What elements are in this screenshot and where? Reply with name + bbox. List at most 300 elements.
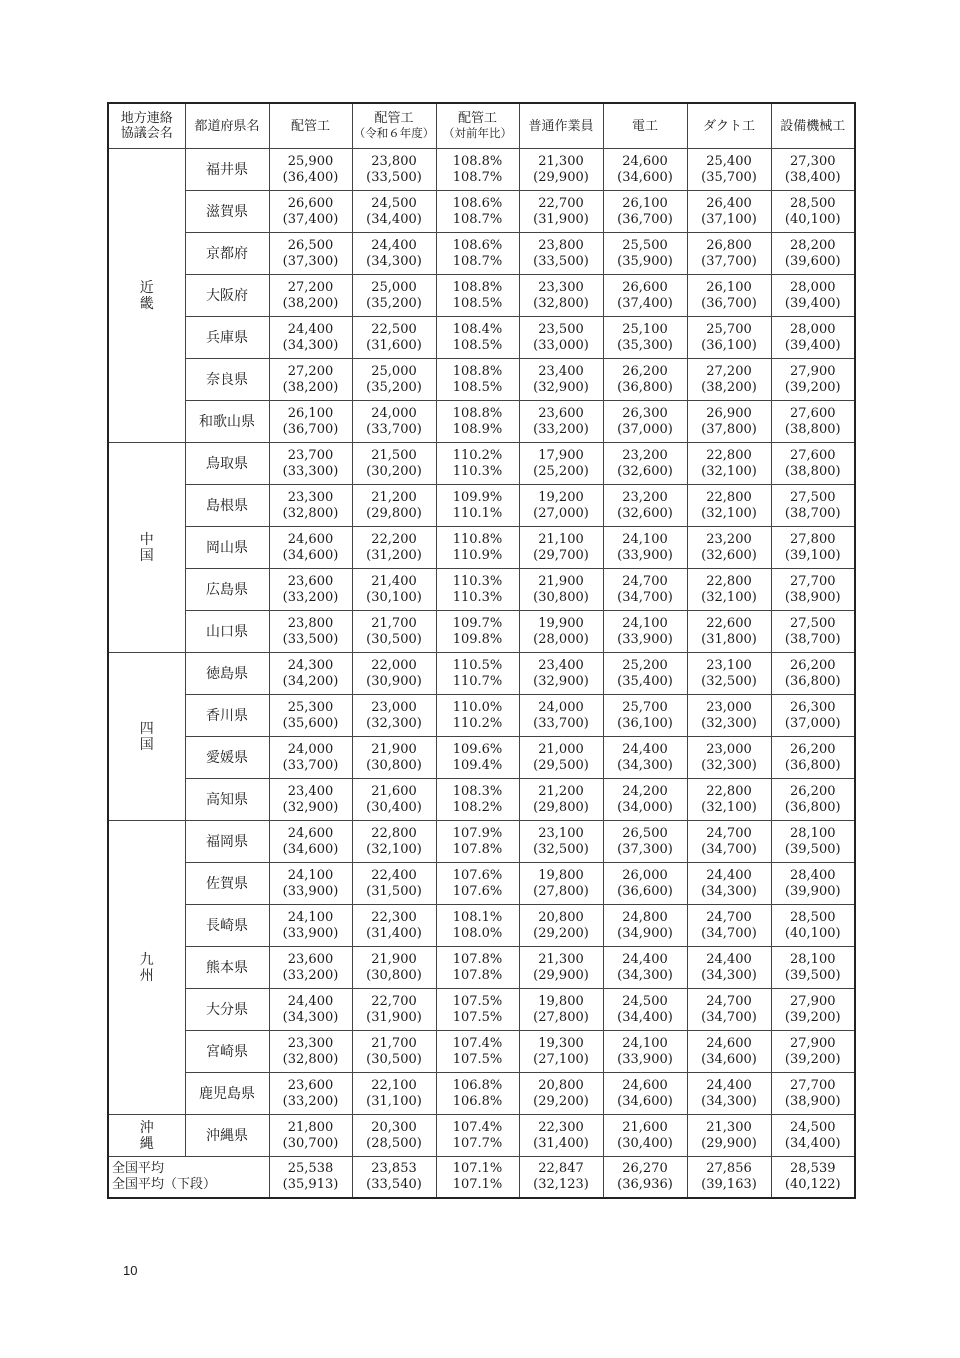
value-lower: 107.5% — [452, 1009, 503, 1025]
value-lower: (34,600) — [282, 547, 339, 563]
value-lower: (35,600) — [282, 715, 339, 731]
value-lower: (34,900) — [617, 925, 673, 941]
value-lower: (33,900) — [282, 925, 339, 941]
value-lower: (30,800) — [366, 967, 422, 983]
value-upper: 22,700 — [538, 195, 584, 211]
value-upper: 21,600 — [371, 783, 417, 799]
value-lower: (37,000) — [784, 715, 841, 731]
value-lower: (35,200) — [366, 295, 422, 311]
value-lower: (36,700) — [617, 211, 673, 227]
value-lower: 108.7% — [452, 253, 503, 269]
value-lower: (30,400) — [617, 1135, 673, 1151]
value-lower: 108.7% — [452, 169, 503, 185]
average-value-cell — [519, 1157, 603, 1199]
value-upper: 28,400 — [790, 867, 836, 883]
value-lower: (33,200) — [282, 589, 339, 605]
value-cell — [352, 485, 436, 527]
value-lower: (33,700) — [282, 757, 339, 773]
value-cell — [269, 275, 352, 317]
value-upper: 24,600 — [622, 1077, 668, 1093]
value-cell — [687, 863, 771, 905]
value-lower: 107.5% — [452, 1051, 503, 1067]
value-upper: 24,100 — [287, 909, 334, 925]
value-upper: 23,700 — [287, 447, 334, 463]
value-cell — [269, 485, 352, 527]
value-lower: (30,700) — [282, 1135, 339, 1151]
value-cell — [687, 737, 771, 779]
value-cell — [519, 149, 603, 191]
table-row — [108, 1073, 855, 1115]
value-cell — [687, 233, 771, 275]
value-lower: 106.8% — [452, 1093, 503, 1109]
value-cell — [771, 821, 855, 863]
value-lower: (34,600) — [617, 169, 673, 185]
prefecture-cell: 島根県 — [185, 485, 269, 527]
value-cell — [519, 1073, 603, 1115]
value-lower: (30,800) — [366, 757, 422, 773]
value-cell — [687, 527, 771, 569]
value-cell — [352, 1073, 436, 1115]
value-upper: 24,400 — [706, 867, 752, 883]
value-upper: 108.8% — [452, 279, 503, 295]
value-upper: 25,100 — [622, 321, 668, 337]
value-cell — [352, 443, 436, 485]
value-lower: (34,400) — [366, 211, 422, 227]
value-upper: 21,500 — [371, 447, 417, 463]
value-upper: 24,700 — [706, 909, 752, 925]
value-upper: 27,800 — [790, 531, 836, 547]
value-cell — [603, 443, 687, 485]
value-upper: 26,300 — [790, 699, 836, 715]
value-upper: 27,500 — [790, 615, 836, 631]
header-prefecture: 都道府県名 — [185, 103, 269, 149]
value-lower: (39,400) — [784, 337, 841, 353]
value-upper: 109.7% — [452, 615, 503, 631]
header-duct-worker: ダクト工 — [687, 103, 771, 149]
prefecture-cell: 高知県 — [185, 779, 269, 821]
table-row — [108, 1031, 855, 1073]
value-lower: (31,500) — [366, 883, 422, 899]
value-cell — [603, 401, 687, 443]
value-cell — [436, 191, 519, 233]
value-cell — [436, 401, 519, 443]
value-cell — [269, 401, 352, 443]
value-cell — [771, 611, 855, 653]
value-upper: 28,100 — [790, 951, 836, 967]
value-upper: 107.5% — [452, 993, 503, 1009]
value-upper: 26,600 — [287, 195, 334, 211]
value-upper: 27,200 — [287, 279, 334, 295]
value-cell — [771, 233, 855, 275]
value-cell — [687, 401, 771, 443]
value-upper: 22,400 — [371, 867, 417, 883]
prefecture-cell: 福井県 — [185, 149, 269, 191]
value-lower: (33,500) — [282, 631, 339, 647]
table-row — [108, 821, 855, 863]
value-lower: (35,913) — [282, 1177, 339, 1192]
value-cell — [436, 485, 519, 527]
value-lower: 107.7% — [452, 1135, 503, 1151]
value-upper: 20,300 — [371, 1119, 417, 1135]
header-electrician: 電工 — [603, 103, 687, 149]
value-upper: 23,400 — [538, 657, 584, 673]
value-upper: 23,300 — [538, 279, 584, 295]
value-upper: 25,700 — [706, 321, 752, 337]
value-cell — [771, 737, 855, 779]
header-general-worker: 普通作業員 — [519, 103, 603, 149]
value-cell — [519, 989, 603, 1031]
value-cell — [603, 191, 687, 233]
value-cell — [519, 569, 603, 611]
value-lower: (31,600) — [366, 337, 422, 353]
value-upper: 107.4% — [452, 1035, 503, 1051]
table-row — [108, 695, 855, 737]
value-lower: (28,500) — [366, 1135, 422, 1151]
value-cell — [352, 233, 436, 275]
value-cell — [269, 779, 352, 821]
value-cell — [519, 611, 603, 653]
value-lower: 110.3% — [452, 589, 503, 605]
value-lower: (29,800) — [533, 799, 589, 815]
value-lower: (34,700) — [701, 841, 757, 857]
value-cell — [519, 1115, 603, 1157]
value-upper: 27,600 — [790, 447, 836, 463]
value-lower: (32,300) — [701, 715, 757, 731]
value-cell — [352, 779, 436, 821]
value-upper: 24,400 — [622, 741, 668, 757]
value-cell — [436, 1115, 519, 1157]
table-row — [108, 989, 855, 1031]
value-upper: 24,400 — [287, 993, 334, 1009]
value-upper: 24,400 — [622, 951, 668, 967]
value-lower: (36,100) — [617, 715, 673, 731]
value-cell — [603, 653, 687, 695]
value-upper: 25,000 — [371, 363, 417, 379]
prefecture-cell: 奈良県 — [185, 359, 269, 401]
value-cell — [436, 149, 519, 191]
value-cell — [519, 905, 603, 947]
value-cell — [771, 443, 855, 485]
value-upper: 23,800 — [538, 237, 584, 253]
value-lower: (29,700) — [533, 547, 589, 563]
table-row — [108, 527, 855, 569]
prefecture-cell: 福岡県 — [185, 821, 269, 863]
value-upper: 107.1% — [452, 1161, 503, 1176]
value-upper: 26,500 — [287, 237, 334, 253]
value-cell — [519, 191, 603, 233]
value-lower: (35,200) — [366, 379, 422, 395]
value-lower: 108.5% — [452, 337, 503, 353]
value-lower: (36,800) — [617, 379, 673, 395]
prefecture-cell: 和歌山県 — [185, 401, 269, 443]
value-lower: (31,400) — [533, 1135, 589, 1151]
value-upper: 27,700 — [790, 573, 836, 589]
value-lower: (27,800) — [533, 1009, 589, 1025]
value-lower: (36,936) — [617, 1177, 673, 1192]
value-cell — [269, 737, 352, 779]
value-cell — [687, 611, 771, 653]
value-upper: 23,000 — [706, 741, 752, 757]
value-upper: 21,800 — [287, 1119, 334, 1135]
value-lower: (34,300) — [701, 1093, 757, 1109]
value-upper: 107.6% — [452, 867, 503, 883]
value-lower: (32,600) — [617, 463, 673, 479]
value-upper: 23,300 — [287, 1035, 334, 1051]
value-lower: (30,500) — [366, 1051, 422, 1067]
value-cell — [352, 989, 436, 1031]
value-upper: 23,300 — [287, 489, 334, 505]
value-lower: (34,300) — [366, 253, 422, 269]
value-upper: 26,270 — [622, 1161, 668, 1176]
value-lower: (37,800) — [701, 421, 757, 437]
value-upper: 24,100 — [622, 615, 668, 631]
value-cell — [771, 317, 855, 359]
value-cell — [436, 1031, 519, 1073]
value-lower: (33,900) — [282, 883, 339, 899]
value-lower: (33,200) — [282, 1093, 339, 1109]
value-upper: 22,847 — [538, 1161, 584, 1176]
value-upper: 108.1% — [452, 909, 503, 925]
value-lower: 109.4% — [452, 757, 503, 773]
value-cell — [519, 485, 603, 527]
value-upper: 25,500 — [622, 237, 668, 253]
value-lower: (36,800) — [784, 757, 841, 773]
value-upper: 28,539 — [790, 1161, 836, 1176]
value-cell — [603, 317, 687, 359]
value-upper: 22,200 — [371, 531, 417, 547]
value-upper: 23,200 — [622, 447, 668, 463]
value-upper: 23,800 — [287, 615, 334, 631]
value-upper: 27,600 — [790, 405, 836, 421]
value-cell — [519, 653, 603, 695]
value-cell — [603, 611, 687, 653]
value-lower: 110.1% — [452, 505, 503, 521]
value-upper: 21,400 — [371, 573, 417, 589]
value-upper: 19,900 — [538, 615, 584, 631]
value-lower: (35,900) — [617, 253, 673, 269]
value-lower: (34,300) — [617, 967, 673, 983]
value-lower: (39,500) — [784, 841, 841, 857]
average-value-cell — [352, 1157, 436, 1199]
value-upper: 26,600 — [622, 279, 668, 295]
value-lower: (32,900) — [282, 799, 339, 815]
average-label-line: 全国平均（下段） — [112, 1177, 217, 1192]
value-cell — [269, 569, 352, 611]
value-lower: (28,000) — [533, 631, 589, 647]
value-cell — [269, 149, 352, 191]
value-cell — [519, 737, 603, 779]
value-upper: 23,100 — [538, 825, 584, 841]
value-cell — [269, 947, 352, 989]
value-cell — [436, 695, 519, 737]
value-upper: 25,000 — [371, 279, 417, 295]
prefecture-cell: 岡山県 — [185, 527, 269, 569]
value-upper: 19,800 — [538, 867, 584, 883]
value-upper: 109.9% — [452, 489, 503, 505]
value-lower: (32,800) — [533, 295, 589, 311]
value-upper: 23,600 — [287, 573, 334, 589]
value-cell — [687, 653, 771, 695]
value-upper: 21,200 — [538, 783, 584, 799]
value-lower: (30,200) — [366, 463, 422, 479]
value-lower: (36,400) — [282, 169, 339, 185]
value-cell — [269, 653, 352, 695]
value-lower: (32,300) — [366, 715, 422, 731]
value-upper: 23,100 — [706, 657, 752, 673]
value-cell — [352, 191, 436, 233]
value-lower: (39,163) — [701, 1177, 757, 1192]
table-row — [108, 863, 855, 905]
value-cell — [436, 527, 519, 569]
value-lower: (34,400) — [617, 1009, 673, 1025]
value-lower: 108.9% — [452, 421, 503, 437]
value-upper: 107.4% — [452, 1119, 503, 1135]
value-lower: 110.3% — [452, 463, 503, 479]
value-upper: 21,700 — [371, 1035, 417, 1051]
value-upper: 26,500 — [622, 825, 668, 841]
value-upper: 20,800 — [538, 909, 584, 925]
value-lower: (27,000) — [533, 505, 589, 521]
value-upper: 21,900 — [371, 741, 417, 757]
value-lower: (39,500) — [784, 967, 841, 983]
value-lower: (38,400) — [784, 169, 841, 185]
value-upper: 28,500 — [790, 195, 836, 211]
value-upper: 22,800 — [706, 489, 752, 505]
value-upper: 25,300 — [287, 699, 334, 715]
value-lower: (37,300) — [282, 253, 339, 269]
value-upper: 28,200 — [790, 237, 836, 253]
value-lower: (32,100) — [366, 841, 422, 857]
value-lower: 107.8% — [452, 967, 503, 983]
region-cell: 近 畿 — [108, 149, 185, 443]
value-lower: (31,900) — [533, 211, 589, 227]
table-row — [108, 611, 855, 653]
value-cell — [269, 191, 352, 233]
value-lower: (32,100) — [701, 505, 757, 521]
value-upper: 21,200 — [371, 489, 417, 505]
value-upper: 26,100 — [706, 279, 752, 295]
prefecture-cell: 滋賀県 — [185, 191, 269, 233]
value-lower: (30,100) — [366, 589, 422, 605]
value-lower: (38,900) — [784, 589, 841, 605]
value-lower: (34,700) — [617, 589, 673, 605]
value-lower: (31,400) — [366, 925, 422, 941]
value-cell — [603, 863, 687, 905]
value-upper: 25,700 — [622, 699, 668, 715]
value-lower: (33,700) — [366, 421, 422, 437]
average-value-cell — [436, 1157, 519, 1199]
value-cell — [687, 359, 771, 401]
value-upper: 24,500 — [790, 1119, 836, 1135]
value-lower: (27,100) — [533, 1051, 589, 1067]
value-upper: 22,300 — [371, 909, 417, 925]
table-row — [108, 233, 855, 275]
average-value-cell — [269, 1157, 352, 1199]
value-cell — [436, 947, 519, 989]
value-upper: 24,600 — [287, 825, 334, 841]
value-lower: (37,100) — [701, 211, 757, 227]
value-upper: 26,300 — [622, 405, 668, 421]
value-upper: 28,000 — [790, 321, 836, 337]
value-upper: 110.0% — [452, 699, 503, 715]
value-upper: 19,200 — [538, 489, 584, 505]
value-cell — [519, 821, 603, 863]
value-lower: (32,100) — [701, 463, 757, 479]
value-cell — [352, 317, 436, 359]
value-upper: 23,200 — [706, 531, 752, 547]
value-cell — [603, 905, 687, 947]
value-lower: (29,500) — [533, 757, 589, 773]
value-lower: (33,500) — [366, 169, 422, 185]
value-cell — [687, 275, 771, 317]
value-lower: (33,900) — [617, 631, 673, 647]
value-upper: 23,800 — [371, 153, 417, 169]
value-upper: 21,600 — [622, 1119, 668, 1135]
value-lower: (31,800) — [701, 631, 757, 647]
value-cell — [519, 275, 603, 317]
value-upper: 21,100 — [538, 531, 584, 547]
value-lower: (36,100) — [701, 337, 757, 353]
value-lower: (34,600) — [701, 1051, 757, 1067]
value-upper: 26,200 — [622, 363, 668, 379]
value-cell — [687, 485, 771, 527]
value-upper: 27,300 — [790, 153, 836, 169]
value-cell — [771, 485, 855, 527]
value-cell — [603, 569, 687, 611]
value-cell — [771, 401, 855, 443]
table-row — [108, 149, 855, 191]
header-piping: 配管工 — [269, 103, 352, 149]
value-cell — [352, 569, 436, 611]
region-cell: 中 国 — [108, 443, 185, 653]
table-row — [108, 779, 855, 821]
value-lower: (39,200) — [784, 1009, 841, 1025]
value-lower: (29,900) — [701, 1135, 757, 1151]
value-cell — [269, 359, 352, 401]
value-cell — [352, 611, 436, 653]
value-cell — [771, 863, 855, 905]
value-lower: (37,400) — [617, 295, 673, 311]
value-upper: 25,400 — [706, 153, 752, 169]
value-upper: 108.4% — [452, 321, 503, 337]
value-cell — [436, 359, 519, 401]
value-cell — [771, 653, 855, 695]
value-cell — [269, 317, 352, 359]
value-lower: (38,200) — [701, 379, 757, 395]
prefecture-cell: 山口県 — [185, 611, 269, 653]
value-cell — [519, 779, 603, 821]
value-cell — [352, 1115, 436, 1157]
value-cell — [269, 1073, 352, 1115]
value-upper: 24,500 — [371, 195, 417, 211]
value-upper: 23,853 — [371, 1161, 417, 1176]
value-lower: (39,200) — [784, 379, 841, 395]
table-row — [108, 947, 855, 989]
value-cell — [687, 779, 771, 821]
value-cell — [687, 947, 771, 989]
value-cell — [352, 821, 436, 863]
prefecture-cell: 愛媛県 — [185, 737, 269, 779]
value-lower: (34,700) — [701, 1009, 757, 1025]
value-upper: 24,700 — [706, 825, 752, 841]
value-cell — [269, 821, 352, 863]
value-cell — [519, 527, 603, 569]
value-cell — [436, 569, 519, 611]
value-lower: (30,900) — [366, 673, 422, 689]
prefecture-cell: 宮崎県 — [185, 1031, 269, 1073]
value-cell — [771, 905, 855, 947]
value-cell — [687, 1031, 771, 1073]
